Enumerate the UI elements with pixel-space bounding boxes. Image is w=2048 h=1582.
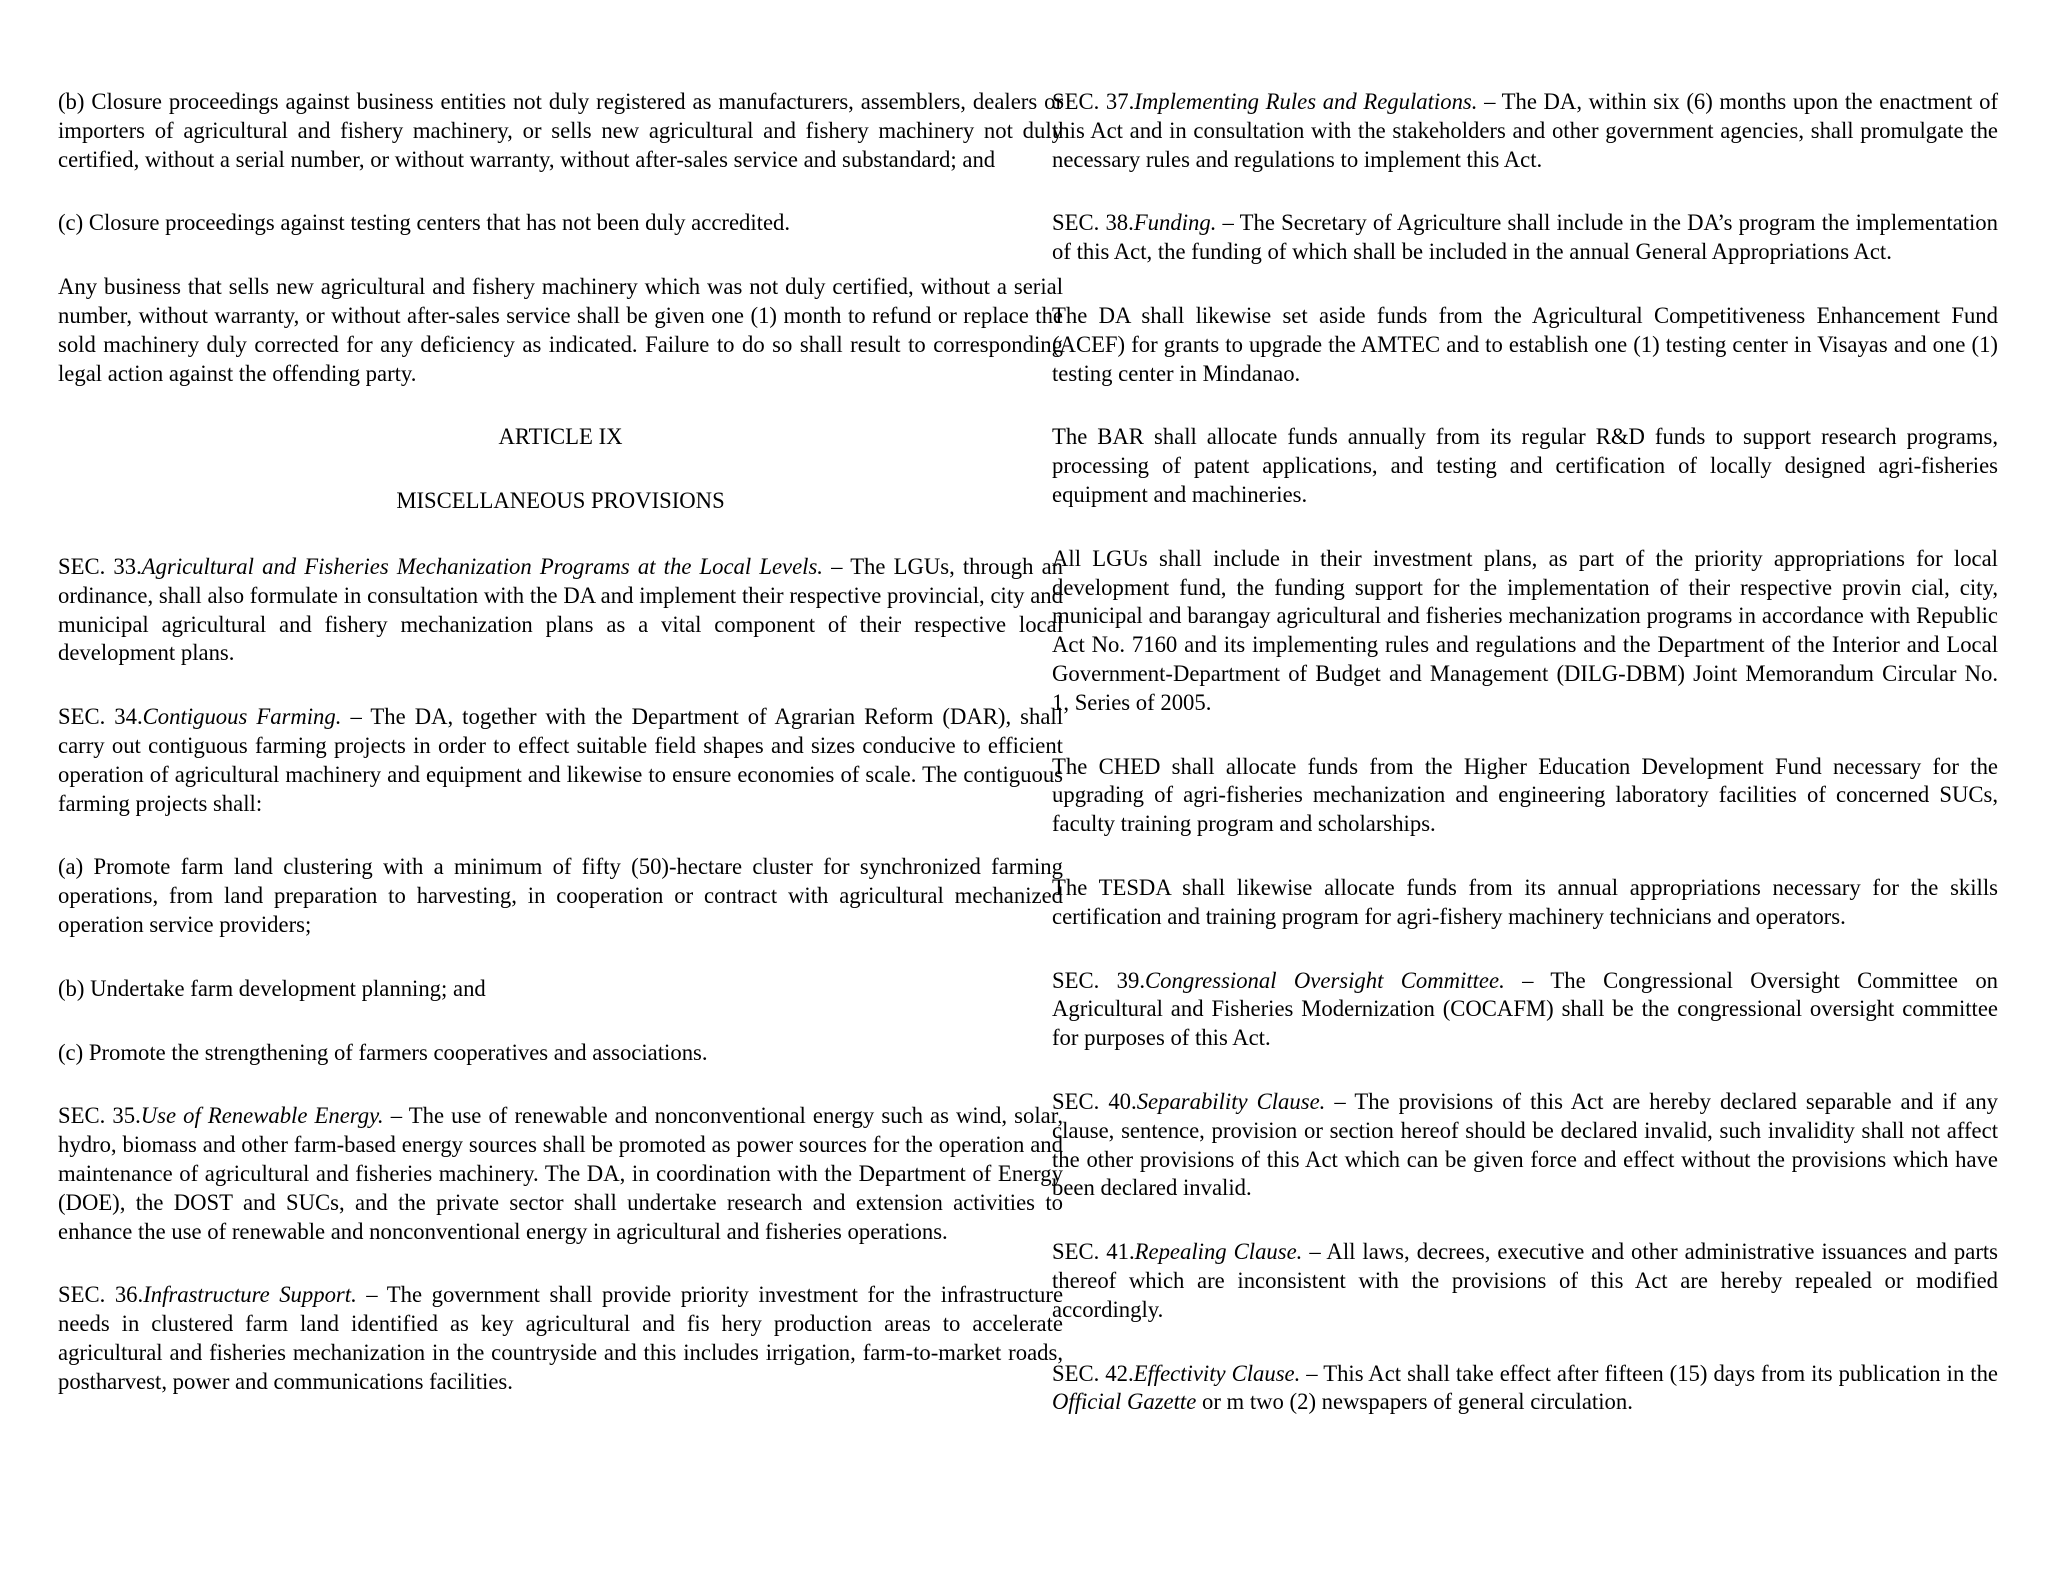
- section-title: Repealing Clause.: [1134, 1239, 1303, 1265]
- section-title: Separability Clause.: [1136, 1088, 1326, 1114]
- section-number: SEC. 38.: [1052, 210, 1134, 236]
- paragraph-acef-funds: The DA shall likewise set aside funds from the Agricultural Competitiveness Enhancement Fund (ACEF) for grants to upgrade the AMTEC and to establish one (1) testing center in Visayas and one (1) testing center in Mindanao.: [1052, 302, 1998, 386]
- section-number: SEC. 35.: [58, 1103, 141, 1129]
- paragraph-closure-c: (c) Closure proceedings against testing centers that has not been duly accredited.: [58, 210, 791, 236]
- section-number: SEC. 36.: [58, 1282, 144, 1308]
- official-gazette-title: Official Gazette: [1052, 1389, 1197, 1415]
- section-40: [1052, 1088, 1998, 1203]
- section-body: – The government shall provide priority investment for the infrastructure needs in clustered farm land identified as key agricultural and fis hery production areas to accelerate agricultural and fisheries mechanization in the countryside and this includes irrigation, farm-to-market roads, postharvest, power and communications facilities.: [58, 1282, 1064, 1394]
- section-34-item-b: (b) Undertake farm development planning; and: [58, 975, 486, 1001]
- left-column: [58, 88, 1063, 1432]
- section-39: [1052, 967, 1998, 1053]
- section-body: – All laws, decrees, executive and other administrative issuances and parts thereof which are inconsistent with the provisions of this Act are hereby repealed or modified accordingly.: [1052, 1239, 1999, 1322]
- section-body: – The DA, together with the Department of Agrarian Reform (DAR), shall carry out contiguous farming projects in order to effect suitable field shapes and sizes conducive to efficient operation of agricultural machinery and equipment and likewise to ensure economies of scale. The contiguous farming projects shall:: [58, 704, 1063, 816]
- section-35: [58, 1102, 1063, 1246]
- section-38: [1052, 209, 1998, 267]
- paragraph-ched-funds: The CHED shall allocate funds from the Higher Education Development Fund necessary for the upgrading of agri-fisheries mechanization and engineering laboratory facilities of concerned SUCs, faculty training program and scholarships.: [1052, 753, 1998, 837]
- section-number: SEC. 33.: [58, 553, 142, 579]
- section-33: [58, 553, 1063, 668]
- section-body: – The LGUs, through an ordinance, shall also formulate in consultation with the DA and implement their respective provincial, city and municipal agricultural and fishery mechanization plans as a vital component of their respective local development plans.: [58, 553, 1064, 666]
- section-number: SEC. 41.: [1052, 1239, 1135, 1265]
- article-title: MISCELLANEOUS PROVISIONS: [396, 488, 725, 514]
- section-34-item-a: (a) Promote farm land clustering with a minimum of fifty (50)-hectare cluster for synchronized farming operations, from land preparation to harvesting, in cooperation or contract with agricultural mechanized operation service providers;: [58, 854, 1063, 937]
- section-title: Effectivity Clause.: [1133, 1360, 1301, 1386]
- section-37: [1052, 88, 1998, 174]
- section-body: – The Secretary of Agriculture shall include in the DA’s program the implementation of this Act, the funding of which shall be included in the annual General Appropriations Act.: [1052, 210, 1998, 265]
- section-number: SEC. 39.: [1052, 967, 1146, 993]
- section-title: Contiguous Farming.: [142, 704, 342, 730]
- section-title: Implementing Rules and Regulations.: [1134, 89, 1478, 114]
- section-number: SEC. 34.: [58, 704, 143, 730]
- section-title: Infrastructure Support.: [143, 1282, 357, 1308]
- section-34: [58, 703, 1063, 818]
- section-body: – The DA, within six (6) months upon the enactment of this Act and in consultation with the stakeholders and other government agencies, shall promulgate the necessary rules and regulations to implement this Act.: [1052, 89, 1998, 172]
- section-body-end: or m two (2) newspapers of general circulation.: [1196, 1389, 1633, 1415]
- paragraph-bar-funds: The BAR shall allocate funds annually from its regular R&D funds to support research programs, processing of patent applications, and testing and certification of locally designed agri-fisheries equipment and machineries.: [1052, 424, 1998, 507]
- section-36: [58, 1281, 1063, 1396]
- section-42: [1052, 1360, 1998, 1418]
- section-title: Use of Renewable Energy.: [140, 1103, 384, 1129]
- section-number: SEC. 37.: [1052, 89, 1135, 114]
- right-column: [1052, 88, 1998, 1452]
- paragraph-closure-b: (b) Closure proceedings against business entities not duly registered as manufacturers, assemblers, dealers or importers of agricultural and fishery machinery, or sells new agricultural and fishery machinery not duly certified, without a serial number, or without warranty, without after-sales service and substandard; and: [58, 89, 1063, 172]
- section-number: SEC. 42.: [1052, 1360, 1134, 1386]
- section-body: – This Act shall take effect after fifteen (15) days from its publication in the: [1300, 1360, 1999, 1386]
- section-title: Funding.: [1133, 210, 1217, 236]
- section-body: – The Congressional Oversight Committee on Agricultural and Fisheries Modernization (COCAFM) shall be the congressional oversight committee for purposes of this Act.: [1052, 967, 1999, 1051]
- section-title: Congressional Oversight Committee.: [1145, 967, 1505, 993]
- article-heading: ARTICLE IX: [498, 424, 623, 450]
- section-body: – The provisions of this Act are hereby declared separable and if any clause, sentence, provision or section hereof should be declared invalid, such invalidity shall not affect the other provisions of this Act which can be given force and effect without the provisions which have been declared invalid.: [1052, 1088, 1999, 1201]
- section-body: – The use of renewable and nonconventional energy such as wind, solar, hydro, biomass and other farm-based energy sources shall be promoted as power sources for the operation and maintenance of agricultural and fisheries machinery. The DA, in coordination with the Department of Energy (DOE), the DOST and SUCs, and the private sector shall undertake research and extension activities to enhance the use of renewable and nonconventional energy in agricultural and fisheries operations.: [58, 1103, 1064, 1244]
- paragraph-tesda-funds: The TESDA shall likewise allocate funds from its annual appropriations necessary for the skills certification and training program for agri-fishery machinery technicians and operators.: [1052, 874, 1998, 929]
- section-34-item-c: (c) Promote the strengthening of farmers cooperatives and associations.: [58, 1039, 708, 1065]
- section-title: Agricultural and Fisheries Mechanization Programs at the Local Levels.: [141, 553, 823, 579]
- section-number: SEC. 40.: [1052, 1088, 1137, 1114]
- section-41: [1052, 1238, 1998, 1324]
- paragraph-lgu-funds: All LGUs shall include in their investment plans, as part of the priority appropriations for local development fund, the funding support for the implementation of their respective provin cial, city, municipal and barangay agricultural and fisheries mechanization programs in accordance with Republic Act No. 7160 and its implementing rules and regulations and the Department of the Interior and Local Government-Department of Budget and Management (DILG-DBM) Joint Memorandum Circular No. 1, Series of 2005.: [1052, 545, 1998, 715]
- paragraph-refund: Any business that sells new agricultural and fishery machinery which was not duly certified, without a serial number, without warranty, or without after-sales service shall be given one (1) month to refund or replace the sold machinery duly corrected for any deficiency as indicated. Failure to do so shall result to corresponding legal action against the offending party.: [58, 274, 1063, 386]
